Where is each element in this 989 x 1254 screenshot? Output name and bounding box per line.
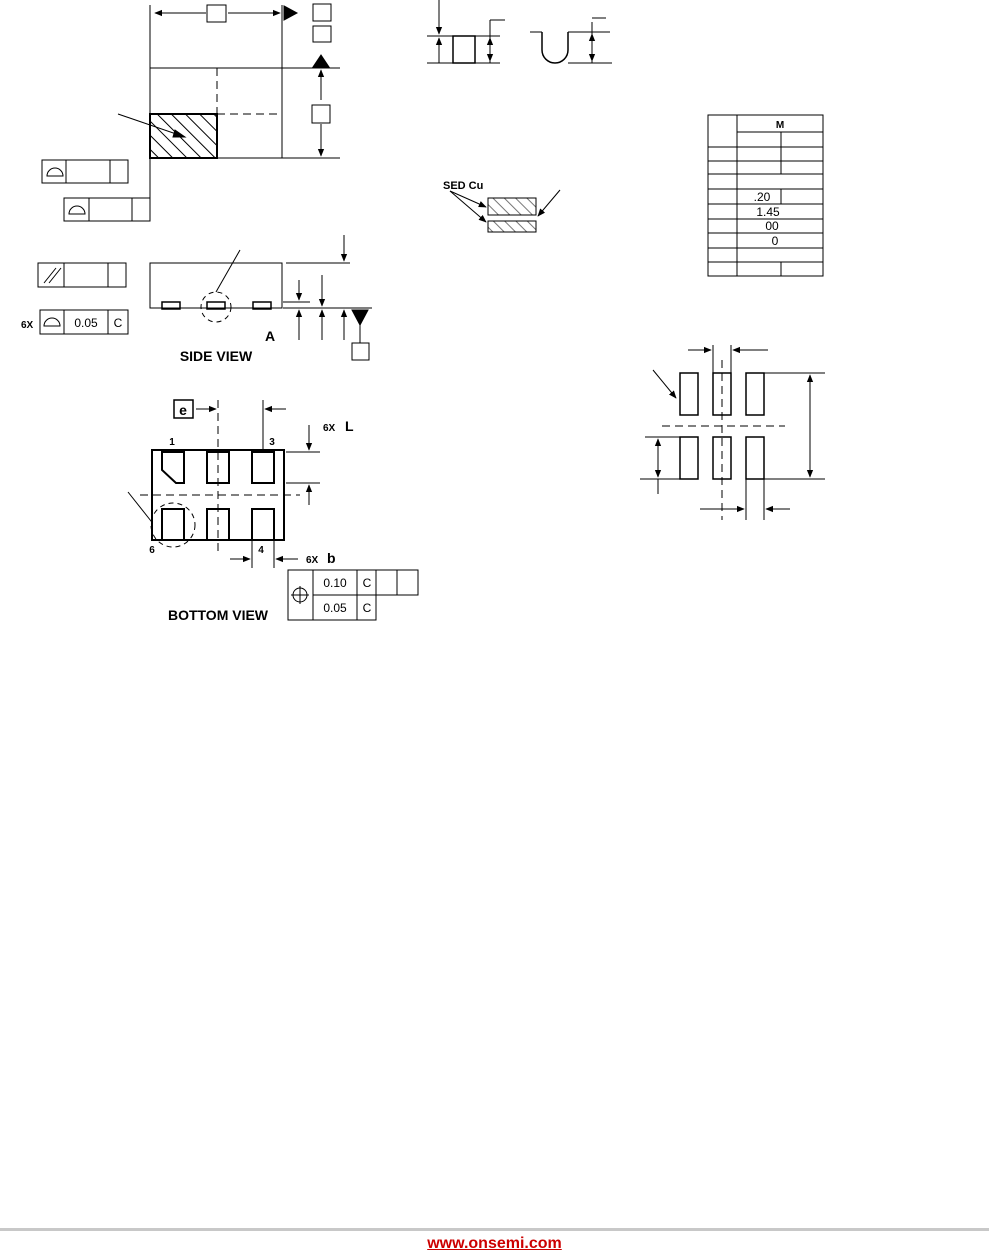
bottom-pad-3	[252, 452, 274, 483]
plating-layer-bottom	[488, 221, 536, 232]
bottom-pad-6	[162, 509, 184, 540]
recommended-footprint	[640, 345, 825, 520]
datum-box-C	[352, 343, 369, 360]
side-view-title: SIDE VIEW	[179, 348, 253, 364]
bottom-view	[128, 400, 418, 620]
pin-number-1: 1	[169, 437, 175, 448]
lead-length-prefix: 6X	[323, 423, 336, 434]
datum-triangle-C	[352, 310, 368, 325]
table-value: .20	[753, 190, 771, 204]
side-tolerance-value: 0.05	[74, 316, 98, 330]
side-view	[38, 235, 372, 360]
lead-detail-rounded	[542, 32, 568, 63]
position-datum-1: C	[362, 576, 372, 590]
position-tolerance-2: 0.05	[323, 601, 347, 615]
side-count-prefix: 6X	[21, 320, 34, 331]
table-value: 00	[765, 219, 779, 233]
footprint-pad	[746, 437, 764, 479]
website-link[interactable]: www.onsemi.com	[427, 1235, 562, 1252]
parallel-icon	[44, 268, 56, 283]
footprint-pad	[680, 373, 698, 415]
profile-frame-1	[42, 160, 128, 183]
dim-box-D	[207, 5, 226, 22]
top-view	[42, 4, 340, 221]
datum-triangle-up	[313, 55, 329, 67]
lead-width-prefix: 6X	[306, 555, 319, 566]
detail-label-a: A	[264, 328, 276, 344]
position-datum-2: C	[362, 601, 372, 615]
pin-number-6: 6	[149, 545, 155, 556]
profile-frame-2	[64, 198, 150, 221]
datum-box-B	[313, 26, 331, 42]
pitch-label-e: e	[179, 402, 187, 418]
leader-line	[216, 250, 240, 292]
plating-detail	[450, 190, 560, 232]
lead-detail-square	[453, 36, 475, 63]
footprint-pad	[746, 373, 764, 415]
profile-icon	[69, 206, 85, 214]
leader-line	[653, 370, 676, 398]
datum-box-A	[313, 4, 331, 21]
dim-box-E	[312, 105, 330, 123]
parallelism-frame	[38, 263, 126, 287]
leader-line	[128, 492, 151, 521]
plating-label: SED Cu	[443, 180, 484, 192]
footprint-pad	[680, 437, 698, 479]
side-datum: C	[113, 316, 123, 330]
table-header: M	[775, 120, 785, 131]
profile-icon	[44, 318, 60, 326]
lead-detail	[427, 0, 612, 63]
detail-circle-A	[201, 292, 231, 322]
pin-number-3: 3	[269, 437, 275, 448]
lead-width-label: b	[327, 550, 336, 566]
bottom-view-title: BOTTOM VIEW	[167, 607, 269, 623]
footer-divider	[0, 1228, 989, 1231]
position-tolerance-1: 0.10	[323, 576, 347, 590]
bottom-pad-4	[252, 509, 274, 540]
bottom-pad-1	[162, 452, 184, 483]
datum-triangle	[284, 6, 297, 20]
pin-number-4: 4	[258, 545, 264, 556]
lead-length-label: L	[345, 418, 354, 434]
table-value: 0	[771, 234, 779, 248]
profile-icon	[47, 168, 63, 176]
table-value: 1.45	[756, 205, 780, 219]
plating-layer-top	[488, 198, 536, 215]
